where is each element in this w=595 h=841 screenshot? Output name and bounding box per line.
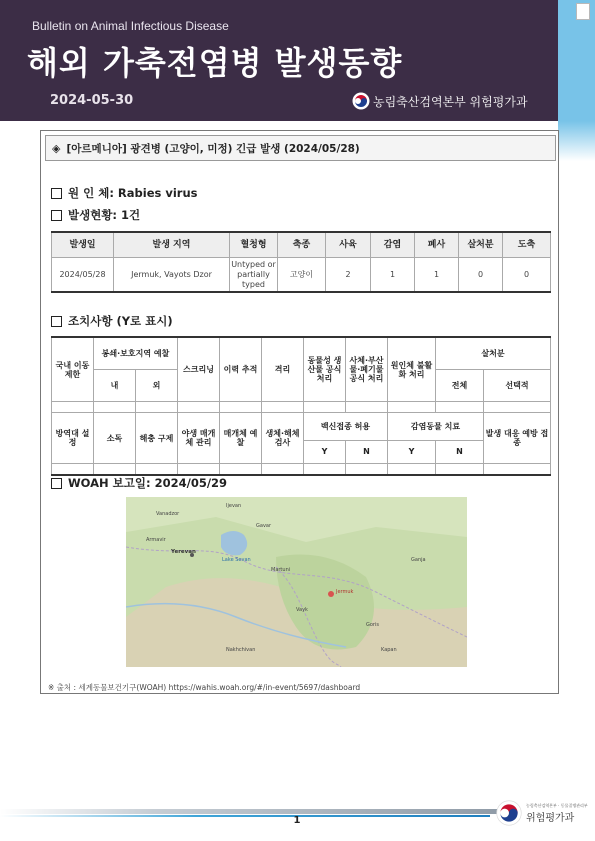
checkbox-square-icon <box>51 478 62 489</box>
header-banner <box>0 0 558 121</box>
map-graphic <box>126 497 467 667</box>
taegeuk-logo-icon <box>352 92 370 110</box>
map-label: Ijevan <box>226 503 242 509</box>
measures-row <box>52 413 551 441</box>
measure-cell: 사체·부산물·폐기물 공식 처리 <box>346 337 388 402</box>
header-cell: 발생 지역 <box>114 232 230 258</box>
measures-row <box>52 337 551 370</box>
measures-section <box>51 313 173 329</box>
header-cell: 혈청형 <box>230 232 278 258</box>
map-label: Gavar <box>256 523 272 529</box>
measure-cell: 방역대 설정 <box>52 413 94 464</box>
header-cell: 폐사 <box>415 232 459 258</box>
bulletin-date: 2024-05-30 <box>50 93 134 108</box>
report-title: [아르메니아] 광견병 (고양이, 미정) 긴급 발생 (2024/05/28) <box>66 142 360 155</box>
map-label: Goris <box>366 622 379 628</box>
checkbox-square-icon <box>51 316 62 327</box>
page-number: 1 <box>293 815 301 826</box>
header-cell: 도축 <box>503 232 551 258</box>
measure-cell: 발생 대응 예방 접종 <box>484 413 551 464</box>
measure-cell: 원인체 불활화 처리 <box>388 337 436 402</box>
table-cell: 0 <box>459 258 503 293</box>
checkbox-square-icon <box>51 210 62 221</box>
measure-cell: 전체 <box>436 370 484 402</box>
corner-tab <box>576 3 590 20</box>
table-cell: 2 <box>326 258 371 293</box>
table-cell: Jermuk, Vayots Dzor <box>114 258 230 293</box>
measure-cell: 감염동물 치료 <box>388 413 484 441</box>
outbreak-map <box>126 497 467 667</box>
table-cell: Untyped or partially typed <box>230 258 278 293</box>
measure-cell: 소독 <box>94 413 136 464</box>
footer-rule <box>0 809 510 814</box>
woah-section <box>51 475 227 491</box>
measures-value-row <box>52 402 551 413</box>
measure-cell: 봉쇄·보호지역 예찰 <box>94 337 178 370</box>
measure-cell: N <box>346 440 388 463</box>
map-label: Nakhchivan <box>226 647 256 653</box>
measure-cell: 해충 구제 <box>136 413 178 464</box>
map-label: Ganja <box>411 557 426 563</box>
header-cell: 감염 <box>371 232 415 258</box>
map-label: Jermuk <box>336 589 354 595</box>
footer-org-logo <box>496 800 588 826</box>
measure-cell: 국내 이동 제한 <box>52 337 94 402</box>
report-title-box <box>45 135 556 161</box>
diamond-bullet-icon: ◈ <box>52 141 61 155</box>
source-note: ※ 출처 : 세계동물보건기구(WOAH) https://wahis.woah.org/#/in-event/5697/dashboard <box>48 683 361 692</box>
bulletin-subtitle: Bulletin on Animal Infectious Disease <box>32 19 229 33</box>
map-label: Armavir <box>146 537 166 543</box>
header-cell: 축종 <box>278 232 326 258</box>
table-header-row <box>52 232 551 258</box>
measure-cell: 외 <box>136 370 178 402</box>
occurrence-table <box>51 231 551 293</box>
footer-rule-accent <box>0 815 490 817</box>
woah-label: WOAH 보고일: 2024/05/29 <box>68 476 228 490</box>
measure-cell: 선택적 <box>484 370 551 402</box>
map-label: Vanadzor <box>156 511 180 517</box>
org-name: 농림축산검역본부 위험평가과 <box>373 94 528 109</box>
measure-cell: Y <box>388 440 436 463</box>
measure-cell: 격리 <box>262 337 304 402</box>
measure-cell: 내 <box>94 370 136 402</box>
measure-cell: 백신접종 허용 <box>304 413 388 441</box>
status-label: 발생현황: 1건 <box>68 208 141 222</box>
table-cell: 2024/05/28 <box>52 258 114 293</box>
measure-cell: 야생 매개체 관리 <box>178 413 220 464</box>
measure-cell: 스크리닝 <box>178 337 220 402</box>
measure-cell: 이력 추적 <box>220 337 262 402</box>
org-logo-block <box>352 92 528 110</box>
map-label: Kapan <box>381 647 397 653</box>
measures-value-row <box>52 464 551 476</box>
accent-gradient <box>558 121 595 161</box>
measures-table <box>51 336 551 476</box>
cause-label: 원 인 체: Rabies virus <box>68 186 198 200</box>
checkbox-square-icon <box>51 188 62 199</box>
table-cell: 0 <box>503 258 551 293</box>
measure-cell: Y <box>304 440 346 463</box>
status-section <box>51 207 140 223</box>
measure-cell: 매개체 예찰 <box>220 413 262 464</box>
footer-org-small: 농림축산검역본부 · 동물질병관리부 <box>526 802 588 808</box>
table-cell: 1 <box>371 258 415 293</box>
map-label: Yerevan <box>171 549 196 555</box>
header-cell: 살처분 <box>459 232 503 258</box>
taegeuk-logo-icon <box>496 800 522 826</box>
table-row <box>52 258 551 293</box>
measure-cell: 살처분 <box>436 337 551 370</box>
measure-cell: N <box>436 440 484 463</box>
map-label: Vayk <box>296 607 308 613</box>
footer-org-name: 위험평가과 <box>526 812 575 824</box>
map-label: Martuni <box>271 567 291 573</box>
table-cell: 고양이 <box>278 258 326 293</box>
table-cell: 1 <box>415 258 459 293</box>
header-cell: 발생일 <box>52 232 114 258</box>
header-cell: 사육 <box>326 232 371 258</box>
bulletin-title: 해외 가축전염병 발생동향 <box>27 44 403 82</box>
map-label: Lake Sevan <box>222 557 251 563</box>
measures-label: 조치사항 (Y로 표시) <box>68 314 173 328</box>
cause-section <box>51 185 198 201</box>
measure-cell: 생체·해체 검사 <box>262 413 304 464</box>
measure-cell: 동물성 생산물 공식 처리 <box>304 337 346 402</box>
